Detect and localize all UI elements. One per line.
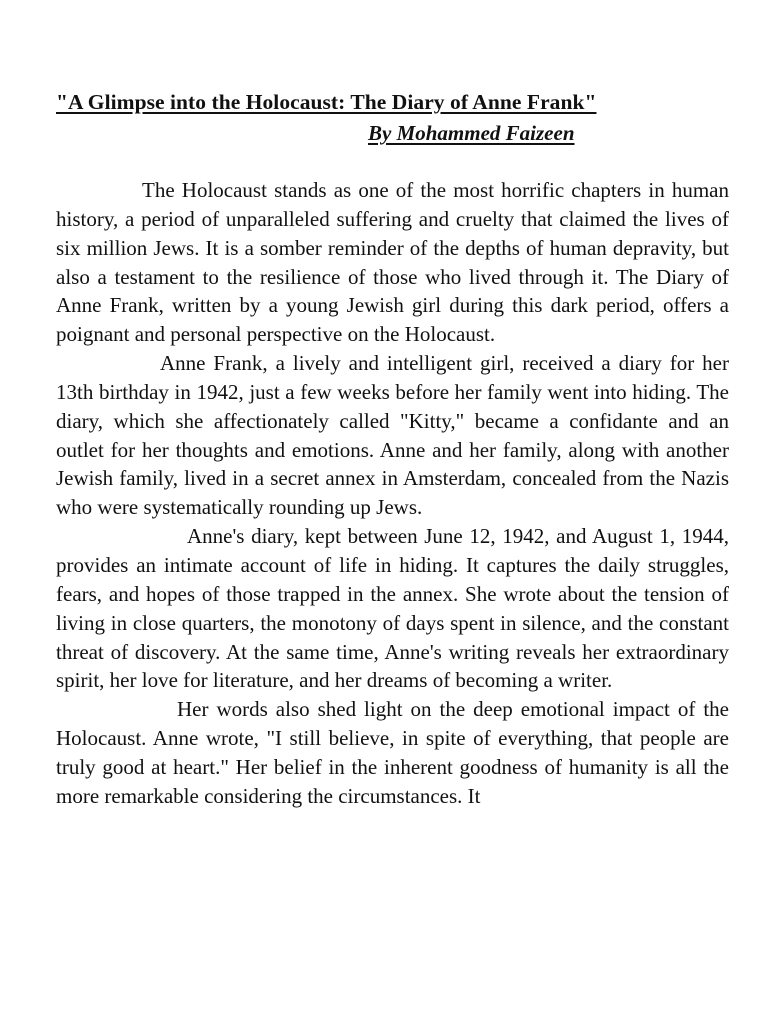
author-byline: By Mohammed Faizeen <box>368 121 575 145</box>
paragraph-1: The Holocaust stands as one of the most horrific chapters in human history, a period of unparalleled suffering and cruelty that claimed the lives of six million Jews. It is a somber reminder of the depths of human depravity, but also a testament to the resilience of those who lived through it. The Diary of Anne Frank, written by a young Jewish girl during this dark period, offers a poignant and personal perspective on the Holocaust. <box>56 178 729 347</box>
document-title: "A Glimpse into the Holocaust: The Diary of Anne Frank" <box>56 90 597 114</box>
paragraph-3: Anne's diary, kept between June 12, 1942, and August 1, 1944, provides an intimate account of life in hiding. It captures the daily struggles, fears, and hopes of those trapped in the annex. She wrote about the tension of living in close quarters, the monotony of days spent in silence, and the constant threat of discovery. At the same time, Anne's writing reveals her extraordinary spirit, her love for literature, and her dreams of becoming a writer. <box>56 524 729 693</box>
paragraph-2: Anne Frank, a lively and intelligent girl, received a diary for her 13th birthday in 1942, just a few weeks before her family went into hiding. The diary, which she affectionately called "Kitty," became a confidante and an outlet for her thoughts and emotions. Anne and her family, along with another Jewish family, lived in a secret annex in Amsterdam, concealed from the Nazis who were systematically rounding up Jews. <box>56 351 729 520</box>
paragraph-4: Her words also shed light on the deep emotional impact of the Holocaust. Anne wrote, "I still believe, in spite of everything, that people are truly good at heart." Her belief in the inherent goodness of humanity is all the more remarkable considering the circumstances. It <box>56 697 729 808</box>
document-body <box>56 176 729 811</box>
